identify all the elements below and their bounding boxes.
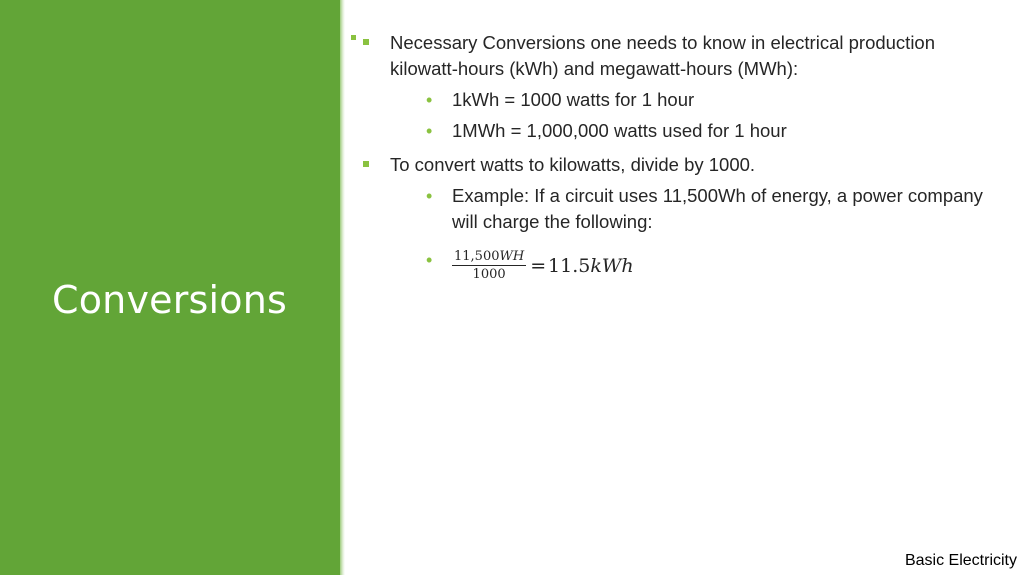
sub-bullet-mwh: [390, 118, 1002, 144]
result-number: 11.5: [548, 254, 591, 277]
bullet-text: To convert watts to kilowatts, divide by 1000.: [390, 154, 756, 175]
numerator-number: 11,500: [454, 249, 500, 264]
round-bullet-icon: •: [426, 121, 433, 141]
numerator-unit: WH: [499, 249, 525, 264]
sub-bullet-example: [390, 183, 1002, 235]
sub-bullet-text: 1MWh = 1,000,000 watts used for 1 hour: [452, 120, 787, 141]
panel-edge-divider: [340, 0, 345, 575]
formula-result: [530, 253, 633, 279]
sub-bullet-text: 1kWh = 1000 watts for 1 hour: [452, 89, 695, 110]
footer-text: Basic Electricity: [904, 552, 1017, 569]
formula-fraction: [452, 249, 526, 282]
slide-title: Conversions: [52, 278, 288, 322]
conversion-formula: [452, 249, 634, 282]
square-bullet-icon: [363, 161, 369, 167]
example-line-1: Example: If a circuit uses 11,500Wh of energy, a power company: [452, 185, 983, 206]
formula-numerator: [452, 249, 526, 266]
round-bullet-icon: •: [426, 90, 433, 110]
bullet-text-line-2: kilowatt-hours (kWh) and megawatt-hours (MWh):: [390, 58, 799, 79]
square-bullet-icon: [363, 39, 369, 45]
result-unit: kWh: [590, 254, 634, 277]
round-bullet-icon: •: [426, 250, 433, 270]
bullet-necessary-conversions: [362, 30, 1002, 144]
formula-denominator: 1000: [472, 267, 506, 282]
round-bullet-icon: •: [426, 186, 433, 206]
sub-bullet-formula: [390, 241, 1002, 282]
sub-bullet-kwh: [390, 87, 1002, 113]
bullet-text-line-1: Necessary Conversions one needs to know in electrical production: [390, 32, 936, 53]
decorative-square: [351, 35, 356, 40]
slide-content: [362, 30, 1002, 290]
example-line-2: will charge the following:: [452, 211, 653, 232]
equals-sign: =: [530, 254, 547, 277]
bullet-convert-watts: [362, 152, 1002, 282]
